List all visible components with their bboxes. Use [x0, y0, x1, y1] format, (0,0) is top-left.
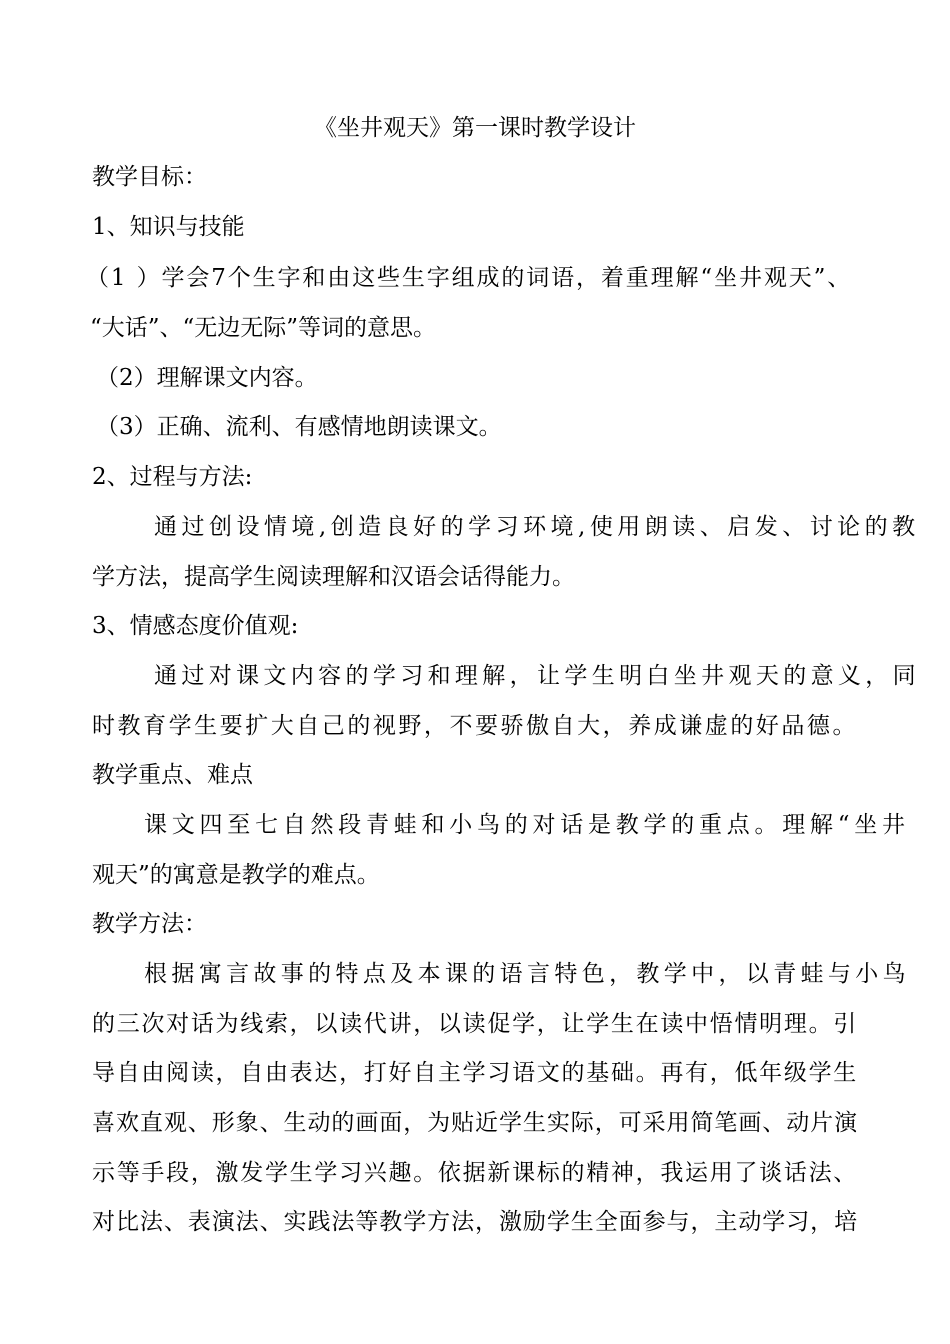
paragraph-line: 根据寓言故事的特点及本课的语言特色，教学中，以青蛙与小鸟 — [144, 961, 910, 987]
document-title: 《坐井观天》第一课时教学设计 — [314, 115, 636, 141]
subheading-knowledge-skills: 1、知识与技能 — [92, 214, 245, 240]
paragraph-line: 喜欢直观、形象、生动的画面，为贴近学生实际，可采用简笔画、动片演 — [92, 1110, 858, 1136]
paragraph-line: 通过对课文内容的学习和理解，让学生明白坐井观天的意义，同 — [154, 663, 920, 689]
paragraph-line: 通过创设情境,创造良好的学习环境,使用朗读、启发、讨论的教 — [154, 514, 920, 540]
paragraph-line: 学方法，提高学生阅读理解和汉语会话得能力。 — [92, 564, 575, 590]
paragraph-line: “大话”、“无边无际”等词的意思。 — [90, 315, 437, 341]
paragraph-line: 对比法、表演法、实践法等教学方法，激励学生全面参与，主动学习，培 — [92, 1209, 858, 1235]
paragraph-line: 课文四至七自然段青蛙和小鸟的对话是教学的重点。理解“坐井 — [144, 812, 910, 838]
heading-key-difficult-points: 教学重点、难点 — [92, 762, 253, 788]
paragraph-line: （3）正确、流利、有感情地朗读课文。 — [96, 414, 502, 440]
paragraph-line: （2）理解课文内容。 — [96, 365, 318, 391]
paragraph-line: 观天”的寓意是教学的难点。 — [92, 862, 380, 888]
heading-teaching-goals: 教学目标： — [92, 164, 207, 190]
subheading-process-methods: 2、过程与方法: — [92, 464, 253, 490]
paragraph-line: 时教育学生要扩大自己的视野，不要骄傲自大，养成谦虚的好品德。 — [92, 713, 858, 739]
paragraph-line: 导自由阅读，自由表达，打好自主学习语文的基础。再有，低年级学生 — [92, 1060, 858, 1086]
subheading-emotion-values: 3、情感态度价值观: — [92, 613, 299, 639]
heading-teaching-methods: 教学方法： — [92, 911, 207, 937]
paragraph-line: 的三次对话为线索，以读代讲，以读促学，让学生在读中悟情明理。引 — [92, 1011, 858, 1037]
paragraph-line: （1 ）学会7个生字和由这些生字组成的词语，着重理解“坐井观天”、 — [86, 265, 853, 291]
paragraph-line: 示等手段，激发学生学习兴趣。依据新课标的精神，我运用了谈话法、 — [92, 1160, 858, 1186]
